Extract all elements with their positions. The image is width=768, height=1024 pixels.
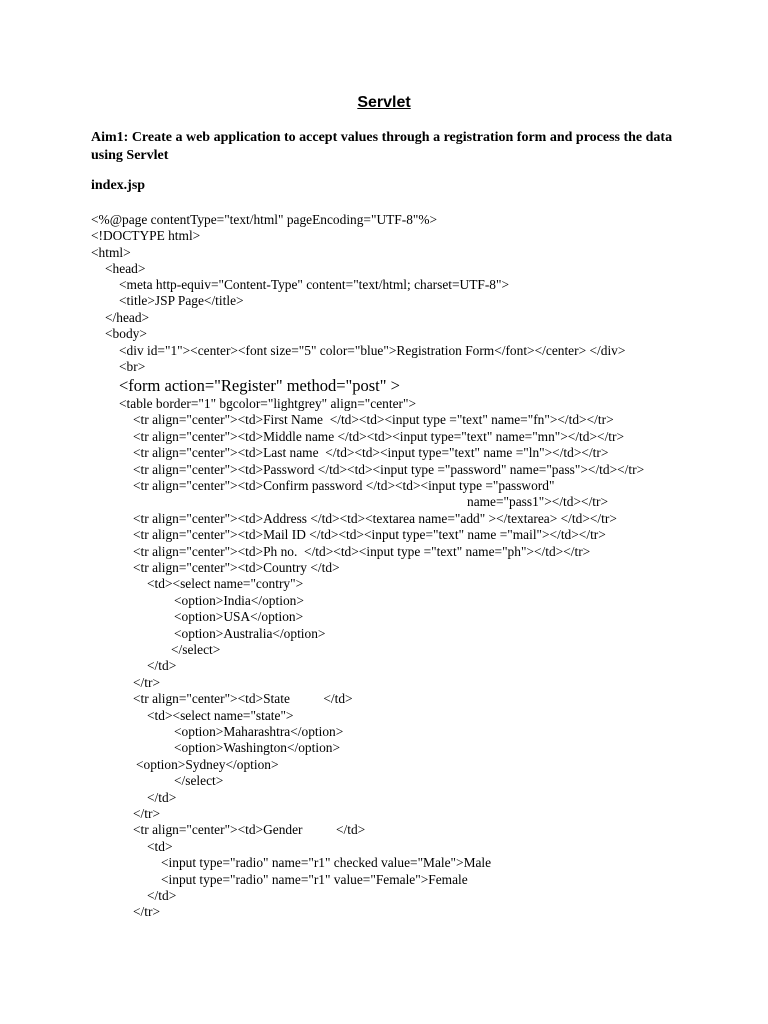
code-line: <tr align="center"><td>Address </td><td><textarea name="add" ></textarea> </td></tr> bbox=[133, 511, 617, 526]
code-line: <tr align="center"><td>Gender </td> bbox=[133, 822, 366, 837]
code-line: <html> bbox=[91, 245, 131, 260]
code-line: <tr align="center"><td>Country </td> bbox=[133, 560, 340, 575]
code-line: <form action="Register" method="post" > bbox=[119, 376, 400, 395]
code-line: <td><select name="state"> bbox=[147, 708, 294, 723]
code-line: <tr align="center"><td>Mail ID </td><td><input type="text" name ="mail"></td></tr> bbox=[133, 527, 606, 542]
code-line: </select> bbox=[171, 642, 221, 657]
code-line: </select> bbox=[174, 773, 224, 788]
code-line: <option>Australia</option> bbox=[174, 626, 326, 641]
code-line: <tr align="center"><td>Ph no. </td><td><input type ="text" name="ph"></td></tr> bbox=[133, 544, 591, 559]
code-line: </tr> bbox=[133, 904, 161, 919]
code-line: <option>Maharashtra</option> bbox=[174, 724, 344, 739]
code-line: <tr align="center"><td>State </td> bbox=[133, 691, 353, 706]
code-line: <td><select name="contry"> bbox=[147, 576, 304, 591]
code-line: </td> bbox=[147, 790, 177, 805]
code-line: <option>Washington</option> bbox=[174, 740, 341, 755]
code-line: <tr align="center"><td>Middle name </td><td><input type="text" name="mn"></td></tr> bbox=[133, 429, 625, 444]
code-line: <input type="radio" name="r1" value="Female">Female bbox=[161, 872, 468, 887]
code-line: <td> bbox=[147, 839, 173, 854]
code-line: <div id="1"><center><font size="5" color="blue">Registration Form</font></center> </div> bbox=[119, 343, 626, 358]
code-line: <tr align="center"><td>Password </td><td><input type ="password" name="pass"></td></tr> bbox=[133, 462, 645, 477]
file-name-heading: index.jsp bbox=[91, 178, 146, 193]
code-line: <body> bbox=[105, 326, 147, 341]
code-line: </tr> bbox=[133, 675, 161, 690]
code-line: <tr align="center"><td>Last name </td><td><input type="text" name ="ln"></td></tr> bbox=[133, 445, 609, 460]
code-line: <input type="radio" name="r1" checked value="Male">Male bbox=[161, 855, 492, 870]
code-line: <title>JSP Page</title> bbox=[119, 293, 244, 308]
code-line: <tr align="center"><td>First Name </td><td><input type ="text" name="fn"></td></tr> bbox=[133, 412, 614, 427]
code-line: <option>India</option> bbox=[174, 593, 304, 608]
aim-text: Aim1: Create a web application to accept values through a registration form and process the data using Servlet bbox=[91, 130, 673, 163]
code-line: <table border="1" bgcolor="lightgrey" align="center"> bbox=[119, 396, 416, 411]
code-line: name="pass1"></td></tr> bbox=[467, 494, 609, 509]
code-line: <head> bbox=[105, 261, 146, 276]
code-line: <meta http-equiv="Content-Type" content="text/html; charset=UTF-8"> bbox=[119, 277, 510, 292]
code-line: </head> bbox=[105, 310, 150, 325]
code-line: <!DOCTYPE html> bbox=[91, 228, 201, 243]
document-title: Servlet bbox=[357, 94, 411, 111]
code-line: </td> bbox=[147, 658, 177, 673]
code-line: <option>USA</option> bbox=[174, 609, 304, 624]
code-line: <tr align="center"><td>Confirm password </td><td><input type ="password" bbox=[133, 478, 555, 493]
code-line: </tr> bbox=[133, 806, 161, 821]
code-line: <%@page contentType="text/html" pageEncoding="UTF-8"%> bbox=[91, 212, 438, 227]
code-line: <br> bbox=[119, 359, 146, 374]
code-line: <option>Sydney</option> bbox=[136, 757, 279, 772]
code-line: </td> bbox=[147, 888, 177, 903]
